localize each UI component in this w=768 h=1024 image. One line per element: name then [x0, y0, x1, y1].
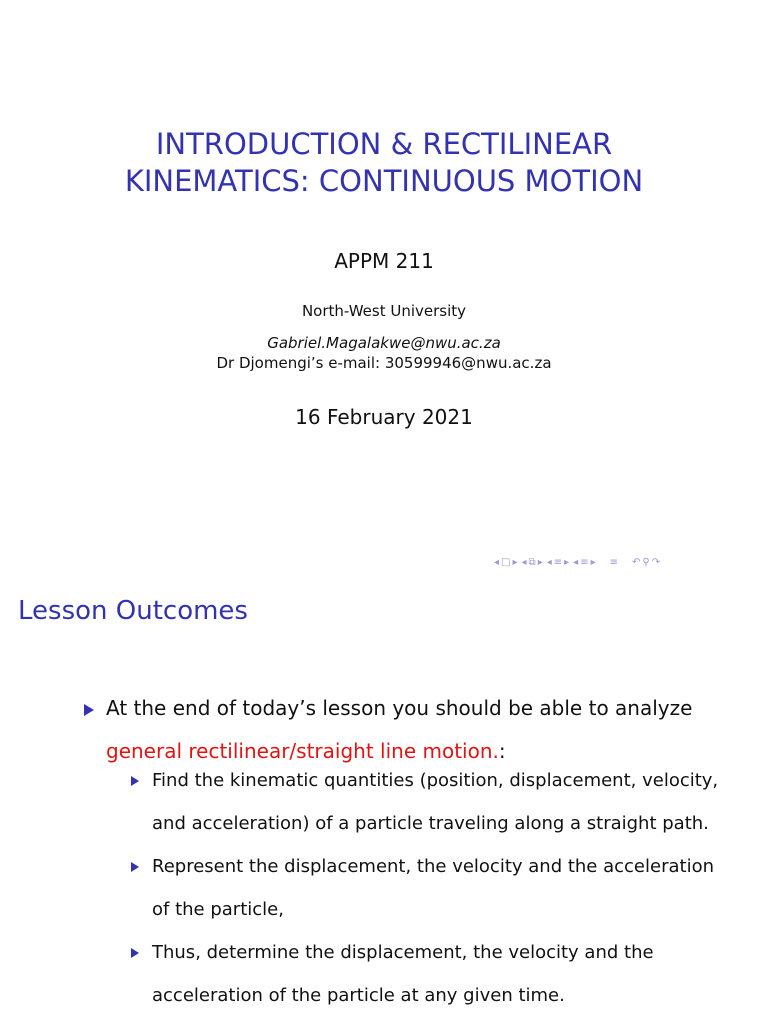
- presentation-title: [0, 126, 768, 200]
- nav-next-subsection-icon[interactable]: ▸: [564, 557, 570, 568]
- main-bullet-line-1: At the end of today’s lesson you should be able to analyze: [106, 696, 693, 720]
- sub-bullet-2-line-2: of the particle,: [152, 899, 284, 920]
- frame-title: Lesson Outcomes: [18, 596, 248, 626]
- subsection-nav-group: [547, 556, 569, 570]
- nav-prev-subsection-icon[interactable]: ◂: [546, 557, 552, 568]
- nav-prev-slide-icon[interactable]: ◂: [494, 557, 500, 568]
- nav-subsection-icon[interactable]: ≡: [553, 557, 563, 568]
- second-email: Dr Djomengi’s e-mail: 30599946@nwu.ac.za: [216, 354, 552, 372]
- sub-bullet-3-line-2: acceleration of the particle at any given time.: [152, 985, 565, 1006]
- section-nav-group: [573, 556, 595, 570]
- sub-bullet-1-line-2: and acceleration) of a particle traveling along a straight path.: [152, 813, 709, 834]
- bullet-triangle-icon: [84, 704, 94, 716]
- slide-nav-group: [494, 556, 518, 570]
- nav-slide-icon[interactable]: □: [501, 557, 511, 568]
- nav-forward-icon[interactable]: ↷: [651, 557, 661, 568]
- sub-bullet-1-line-1: Find the kinematic quantities (position, displacement, velocity,: [152, 770, 719, 791]
- nav-prev-section-icon[interactable]: ◂: [573, 557, 579, 568]
- sub-bullet-3-line-1: Thus, determine the displacement, the velocity and the: [152, 942, 654, 963]
- title-line-1: INTRODUCTION & RECTILINEAR: [155, 127, 613, 161]
- highlight-text: general rectilinear/straight line motion.: [106, 739, 499, 763]
- nav-section-icon[interactable]: ≡: [580, 557, 589, 568]
- lesson-outcomes-slide: [0, 576, 768, 1024]
- nav-align-icon[interactable]: ≡: [609, 557, 619, 568]
- nav-next-slide-icon[interactable]: ▸: [512, 557, 518, 568]
- nav-frame-icon[interactable]: ⧉: [528, 557, 536, 568]
- nav-back-icon[interactable]: ↶: [632, 557, 641, 568]
- nav-search-icon[interactable]: ⚲: [642, 557, 650, 568]
- bullet-suffix: :: [498, 739, 506, 763]
- title-line-2: KINEMATICS: CONTINUOUS MOTION: [124, 164, 644, 198]
- institution: North-West University: [301, 302, 467, 320]
- sub-bullet-triangle-icon: [131, 948, 139, 958]
- beamer-navigation-bar: [494, 556, 660, 570]
- sub-bullet-triangle-icon: [131, 776, 139, 786]
- nav-next-frame-icon[interactable]: ▸: [537, 557, 543, 568]
- nav-prev-frame-icon[interactable]: ◂: [521, 557, 527, 568]
- sub-bullet-triangle-icon: [131, 862, 139, 872]
- course-code: APPM 211: [334, 249, 434, 273]
- presentation-date: 16 February 2021: [295, 405, 473, 429]
- frame-nav-group: [522, 556, 543, 570]
- author-email: Gabriel.Magalakwe@nwu.ac.za: [267, 334, 501, 352]
- main-bullet-line-2: [106, 738, 506, 764]
- search-nav-group: [632, 556, 660, 570]
- sub-bullet-2-line-1: Represent the displacement, the velocity and the acceleration: [152, 856, 714, 877]
- nav-next-section-icon[interactable]: ▸: [590, 557, 596, 568]
